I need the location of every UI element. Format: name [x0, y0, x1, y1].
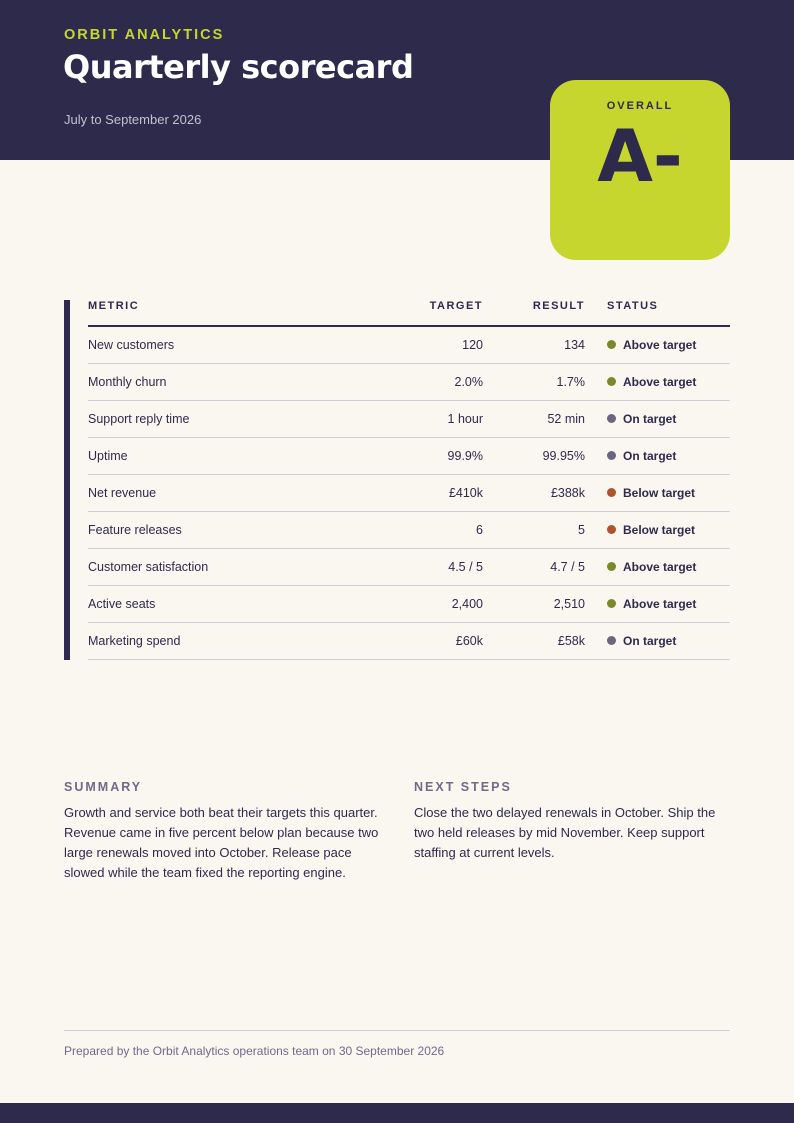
metric-cell: Monthly churn: [88, 364, 388, 401]
result-cell: 2,510: [483, 586, 585, 623]
status-label: Below target: [623, 485, 696, 500]
column-header-status: STATUS: [585, 300, 730, 326]
status-dot-icon: [607, 636, 616, 645]
status-badge: [607, 560, 696, 574]
metric-cell: Support reply time: [88, 401, 388, 438]
overall-label: OVERALL: [606, 100, 674, 112]
status-cell: [585, 586, 730, 623]
summary-text: Growth and service both beat their targets this quarter. Revenue came in five percent below plan because two large renewals moved into October. Release pace slowed while the team fixed the reporting engine.: [64, 805, 379, 880]
target-cell: 120: [388, 326, 483, 364]
status-label: On target: [623, 411, 677, 426]
table-row: [88, 549, 730, 586]
report-period: July to September 2026: [64, 112, 202, 127]
status-label: On target: [623, 448, 677, 463]
status-dot-icon: [607, 488, 616, 497]
scorecard-table-container: [64, 300, 736, 660]
target-cell: £60k: [388, 623, 483, 660]
metric-cell: Feature releases: [88, 512, 388, 549]
overall-grade: A-: [597, 114, 683, 198]
result-cell: 5: [483, 512, 585, 549]
next-steps-text: Close the two delayed renewals in October. Ship the two held releases by mid November. Keep support staffing at current levels.: [414, 805, 716, 860]
status-badge: [607, 449, 676, 463]
status-dot-icon: [607, 451, 616, 460]
status-label: Above target: [623, 374, 697, 389]
status-badge: [607, 597, 696, 611]
bottom-band: [0, 1103, 794, 1123]
status-cell: [585, 475, 730, 512]
result-cell: £388k: [483, 475, 585, 512]
next-steps-section: [414, 780, 730, 863]
target-cell: 1 hour: [388, 401, 483, 438]
target-cell: 99.9%: [388, 438, 483, 475]
table-header-row: [88, 300, 730, 326]
page-title: Quarterly scorecard: [63, 48, 414, 86]
status-cell: [585, 364, 730, 401]
status-badge: [607, 486, 695, 500]
result-cell: 4.7 / 5: [483, 549, 585, 586]
metric-cell: New customers: [88, 326, 388, 364]
result-cell: 52 min: [483, 401, 585, 438]
overall-grade-card: [550, 80, 730, 260]
footer-note: Prepared by the Orbit Analytics operations team on 30 September 2026: [64, 1044, 445, 1058]
target-cell: £410k: [388, 475, 483, 512]
result-cell: £58k: [483, 623, 585, 660]
status-dot-icon: [607, 599, 616, 608]
status-cell: [585, 623, 730, 660]
table-row: [88, 364, 730, 401]
brand-name: ORBIT ANALYTICS: [64, 27, 225, 43]
metric-cell: Net revenue: [88, 475, 388, 512]
table-row: [88, 401, 730, 438]
target-cell: 2.0%: [388, 364, 483, 401]
target-cell: 2,400: [388, 586, 483, 623]
metric-cell: Customer satisfaction: [88, 549, 388, 586]
column-header-metric: METRIC: [88, 300, 388, 326]
metric-cell: Marketing spend: [88, 623, 388, 660]
status-cell: [585, 438, 730, 475]
table-row: [88, 512, 730, 549]
status-dot-icon: [607, 525, 616, 534]
column-header-target: TARGET: [388, 300, 483, 326]
status-label: Above target: [623, 559, 697, 574]
result-cell: 99.95%: [483, 438, 585, 475]
status-badge: [607, 412, 676, 426]
status-cell: [585, 549, 730, 586]
status-dot-icon: [607, 562, 616, 571]
metric-cell: Active seats: [88, 586, 388, 623]
status-dot-icon: [607, 414, 616, 423]
next-steps-heading: NEXT STEPS: [414, 780, 512, 794]
status-cell: [585, 326, 730, 364]
status-dot-icon: [607, 377, 616, 386]
footer-divider: [64, 1030, 730, 1031]
summary-heading: SUMMARY: [64, 780, 143, 794]
status-badge: [607, 523, 695, 537]
status-label: On target: [623, 633, 677, 648]
result-cell: 134: [483, 326, 585, 364]
status-cell: [585, 512, 730, 549]
scorecard-table: [88, 300, 730, 660]
status-label: Above target: [623, 596, 697, 611]
table-row: [88, 475, 730, 512]
status-label: Below target: [623, 522, 696, 537]
status-label: Above target: [623, 337, 697, 352]
status-badge: [607, 375, 696, 389]
result-cell: 1.7%: [483, 364, 585, 401]
target-cell: 6: [388, 512, 483, 549]
summary-section: [64, 780, 384, 883]
status-badge: [607, 634, 676, 648]
metric-cell: Uptime: [88, 438, 388, 475]
status-badge: [607, 338, 696, 352]
table-row: [88, 623, 730, 660]
column-header-result: RESULT: [483, 300, 585, 326]
table-row: [88, 586, 730, 623]
target-cell: 4.5 / 5: [388, 549, 483, 586]
table-row: [88, 326, 730, 364]
status-dot-icon: [607, 340, 616, 349]
status-cell: [585, 401, 730, 438]
table-row: [88, 438, 730, 475]
